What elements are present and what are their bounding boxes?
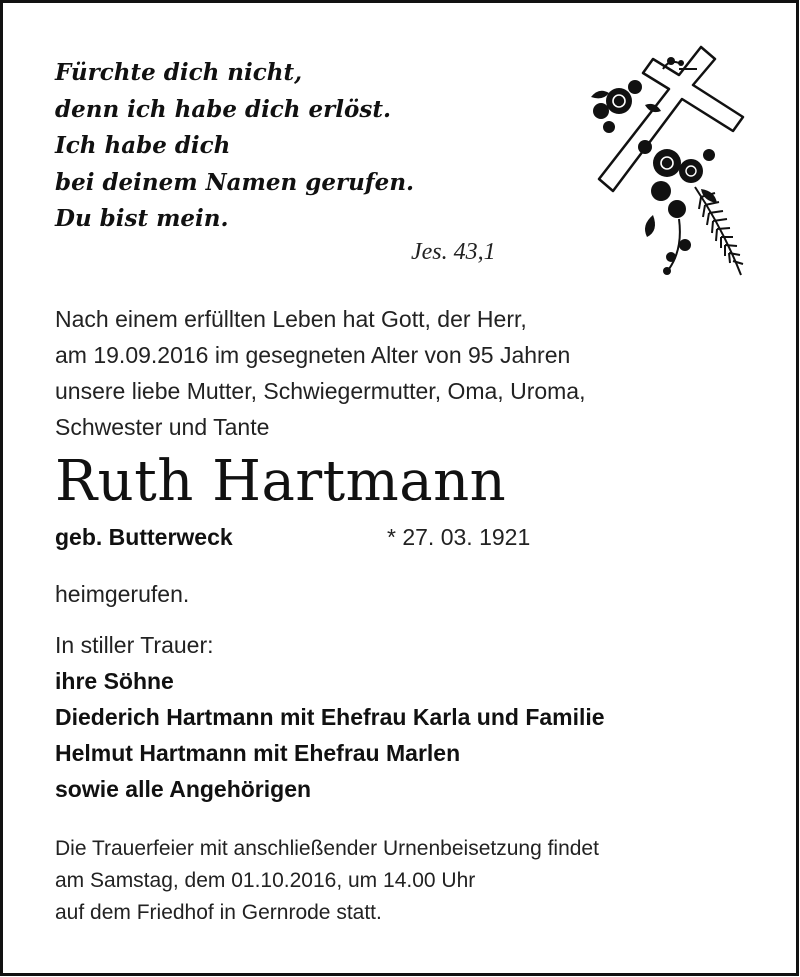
service-line: am Samstag, dem 01.10.2016, um 14.00 Uhr [55,869,476,892]
service-line: Die Trauerfeier mit anschließender Urnenbeisetzung findet [55,837,599,860]
funeral-service-info [55,833,599,929]
mourner-line: ihre Söhne [55,668,174,694]
service-line: auf dem Friedhof in Gernrode statt. [55,901,382,924]
intro-line: unsere liebe Mutter, Schwiegermutter, Oma, Uroma, [55,378,586,404]
mourner-line: Helmut Hartmann mit Ehefrau Marlen [55,740,461,766]
intro-text [55,301,586,445]
verse-line: Ich habe dich [55,132,231,159]
verse-line: bei deinem Namen gerufen. [55,168,415,196]
intro-line: am 19.09.2016 im gesegneten Alter von 95 Jahren [55,342,571,368]
intro-line: Schwester und Tante [55,414,270,440]
deceased-name: Ruth Hartmann [55,449,507,514]
intro-line: Nach einem erfüllten Leben hat Gott, der Herr, [55,306,527,332]
verse-line: Fürchte dich nicht, [55,59,303,86]
mourner-line: Diederich Hartmann mit Ehefrau Karla und Familie [55,704,605,730]
mourner-line: sowie alle Angehörigen [55,776,312,802]
verse-line: Du bist mein. [55,205,229,232]
verse-reference: Jes. 43,1 [411,239,496,265]
verse-line: denn ich habe dich erlöst. [55,95,391,123]
called-home-text: heimgerufen. [55,581,190,607]
maiden-name: geb. Butterweck [55,524,233,550]
mourning-intro: In stiller Trauer: [55,632,214,658]
cross-with-roses-icon [583,39,753,284]
mourners-block [55,627,605,807]
bible-verse [55,55,414,238]
birth-date: * 27. 03. 1921 [387,524,531,550]
